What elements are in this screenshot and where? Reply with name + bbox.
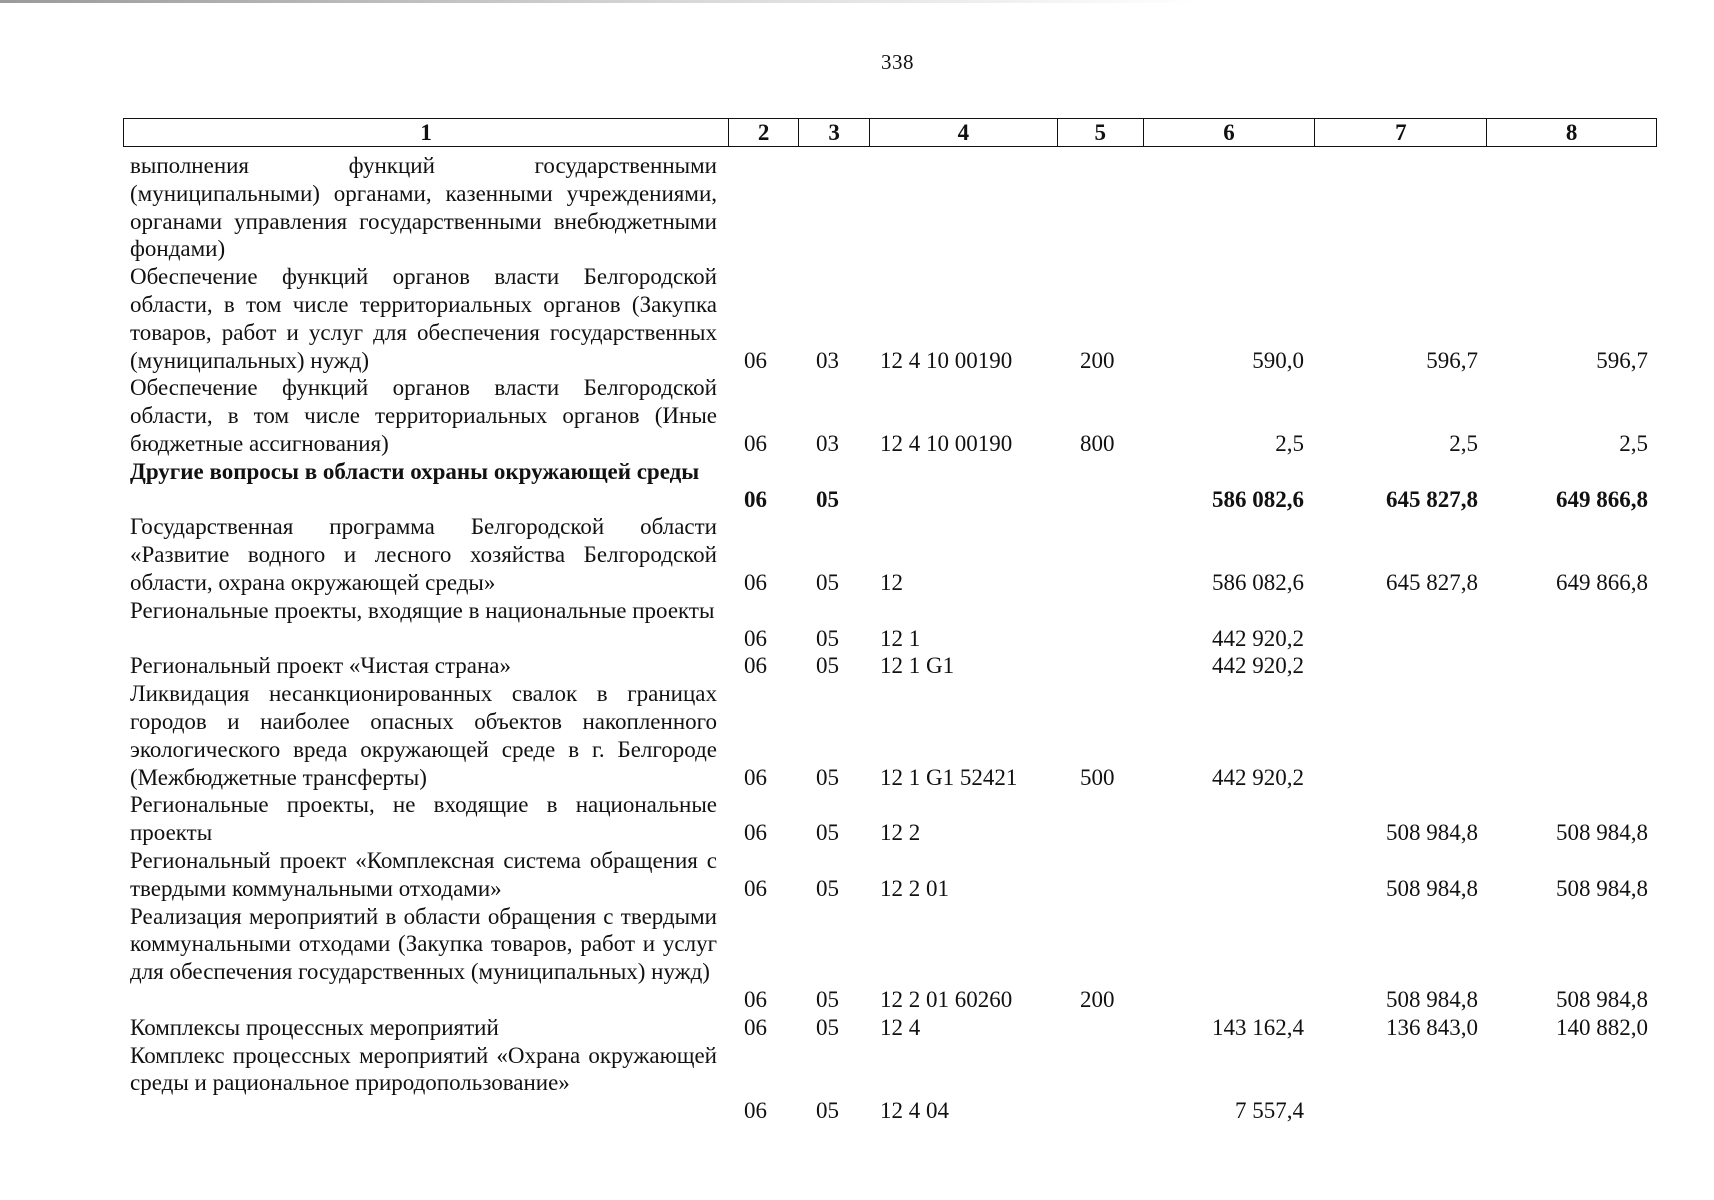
amount-col-7: 136 843,0 [1386, 1014, 1478, 1040]
amount-col-7: 508 984,8 [1386, 875, 1478, 901]
row-description: Комплексы процессных мероприятий [130, 1014, 499, 1040]
amount-col-6: 586 082,6 [1212, 486, 1304, 512]
amount-col-6: 143 162,4 [1212, 1014, 1304, 1040]
target-article-code: 12 1 [880, 625, 921, 651]
row-description: Ликвидация несанкционированных свалок в границах городов и наиболее опасных объектов накопленного экологического вреда окружающей среде в г. Белгороде (Межбюджетные трансферты) [130, 681, 717, 790]
amount-col-6: 442 920,2 [1212, 653, 1304, 679]
row-description: Региональный проект «Комплексная система обращения с твердыми коммунальными отходами» [130, 847, 717, 901]
target-article-code: 12 4 [880, 1014, 921, 1040]
section-code: 06 [744, 1098, 767, 1124]
column-header-1: 1 [124, 119, 729, 146]
section-code: 06 [744, 875, 767, 901]
amount-col-7: 2,5 [1449, 430, 1478, 456]
subsection-code: 05 [816, 625, 839, 651]
target-article-code: 12 1 G1 [880, 653, 955, 679]
amount-col-6: 442 920,2 [1212, 625, 1304, 651]
amount-col-7: 645 827,8 [1386, 486, 1478, 512]
row-description: выполнения функций государственными (муниципальными) органами, казенными учреждениями, органами управления государственными внебюджетными фондами) [130, 153, 717, 262]
page-number: 338 [881, 50, 914, 74]
column-header-5: 5 [1058, 119, 1144, 146]
subsection-code: 05 [816, 653, 839, 679]
amount-col-8: 508 984,8 [1556, 875, 1648, 901]
target-article-code: 12 2 [880, 820, 921, 846]
expense-type-code: 200 [1080, 986, 1115, 1012]
table-row [0, 374, 1714, 457]
table-row [0, 680, 1714, 791]
column-header-8: 8 [1565, 120, 1578, 145]
subsection-code: 05 [816, 486, 839, 512]
amount-col-6: 586 082,6 [1212, 569, 1304, 595]
row-description: Обеспечение функций органов власти Белгородской области, в том числе территориальных органов (Иные бюджетные ассигнования) [130, 375, 717, 456]
row-description: Региональный проект «Чистая страна» [130, 653, 512, 679]
row-description: Другие вопросы в области охраны окружающей среды [130, 458, 700, 484]
section-code: 06 [744, 569, 767, 595]
amount-col-8: 649 866,8 [1556, 569, 1648, 595]
target-article-code: 12 4 04 [880, 1098, 949, 1124]
table-row [0, 791, 1714, 847]
subsection-code: 05 [816, 1014, 839, 1040]
target-article-code: 12 4 10 00190 [880, 347, 1013, 373]
subsection-code: 05 [816, 986, 839, 1012]
section-code: 06 [744, 764, 767, 790]
amount-col-8: 649 866,8 [1556, 486, 1648, 512]
scan-edge [0, 0, 1714, 3]
target-article-code: 12 [880, 569, 903, 595]
subsection-code: 05 [816, 569, 839, 595]
column-header-7: 7 [1315, 119, 1487, 146]
amount-col-8: 596,7 [1596, 347, 1648, 373]
target-article-code: 12 2 01 [880, 875, 949, 901]
subsection-code: 03 [816, 347, 839, 373]
table-row [0, 152, 1714, 263]
amount-col-8: 2,5 [1619, 430, 1648, 456]
row-description: Региональные проекты, входящие в национальные проекты [130, 597, 715, 623]
subsection-code: 03 [816, 430, 839, 456]
column-header-4: 4 [870, 119, 1058, 146]
column-header-2: 2 [729, 119, 799, 146]
amount-col-7: 645 827,8 [1386, 569, 1478, 595]
section-code: 06 [744, 986, 767, 1012]
section-code: 06 [744, 430, 767, 456]
amount-col-6: 2,5 [1275, 430, 1304, 456]
subsection-code: 05 [816, 1098, 839, 1124]
table-row [0, 597, 1714, 653]
amount-col-7: 508 984,8 [1386, 986, 1478, 1012]
section-code: 06 [744, 820, 767, 846]
table-row [0, 263, 1714, 374]
row-description: Реализация мероприятий в области обращения с твердыми коммунальными отходами (Закупка товаров, работ и услуг для обеспечения государственных (муниципальных) нужд) [130, 903, 717, 985]
table-row [0, 847, 1714, 903]
row-description: Комплекс процессных мероприятий «Охрана окружающей среды и рациональное природопользование» [130, 1042, 717, 1096]
amount-col-8: 140 882,0 [1556, 1014, 1648, 1040]
table-body [0, 152, 1714, 1125]
amount-col-7: 508 984,8 [1386, 820, 1478, 846]
table-row [0, 652, 1714, 680]
table-row [0, 1014, 1714, 1042]
subsection-code: 05 [816, 875, 839, 901]
amount-col-8: 508 984,8 [1556, 986, 1648, 1012]
section-code: 06 [744, 1014, 767, 1040]
expense-type-code: 200 [1080, 347, 1115, 373]
section-code: 06 [744, 347, 767, 373]
amount-col-6: 442 920,2 [1212, 764, 1304, 790]
amount-col-7: 596,7 [1426, 347, 1478, 373]
row-description: Региональные проекты, не входящие в национальные проекты [130, 792, 717, 846]
amount-col-6: 590,0 [1252, 347, 1304, 373]
section-code: 06 [744, 486, 767, 512]
section-code: 06 [744, 625, 767, 651]
amount-col-8: 508 984,8 [1556, 820, 1648, 846]
target-article-code: 12 4 10 00190 [880, 430, 1013, 456]
subsection-code: 05 [816, 820, 839, 846]
subsection-code: 05 [816, 764, 839, 790]
amount-col-6: 7 557,4 [1235, 1098, 1304, 1124]
target-article-code: 12 2 01 60260 [880, 986, 1013, 1012]
row-description: Государственная программа Белгородской области «Развитие водного и лесного хозяйства Белгородской области, охрана окружающей среды» [130, 514, 717, 595]
expense-type-code: 800 [1080, 430, 1115, 456]
table-header-row [123, 118, 1657, 147]
column-header-3: 3 [799, 119, 870, 146]
table-row [0, 1042, 1714, 1125]
target-article-code: 12 1 G1 52421 [880, 764, 1018, 790]
column-header-6: 6 [1144, 119, 1316, 146]
table-row [0, 903, 1714, 1014]
expense-type-code: 500 [1080, 764, 1115, 790]
table-row [0, 458, 1714, 514]
row-description: Обеспечение функций органов власти Белгородской области, в том числе территориальных органов (Закупка товаров, работ и услуг для обеспечения государственных (муниципальных) нужд) [130, 264, 717, 373]
table-row [0, 513, 1714, 596]
section-code: 06 [744, 653, 767, 679]
